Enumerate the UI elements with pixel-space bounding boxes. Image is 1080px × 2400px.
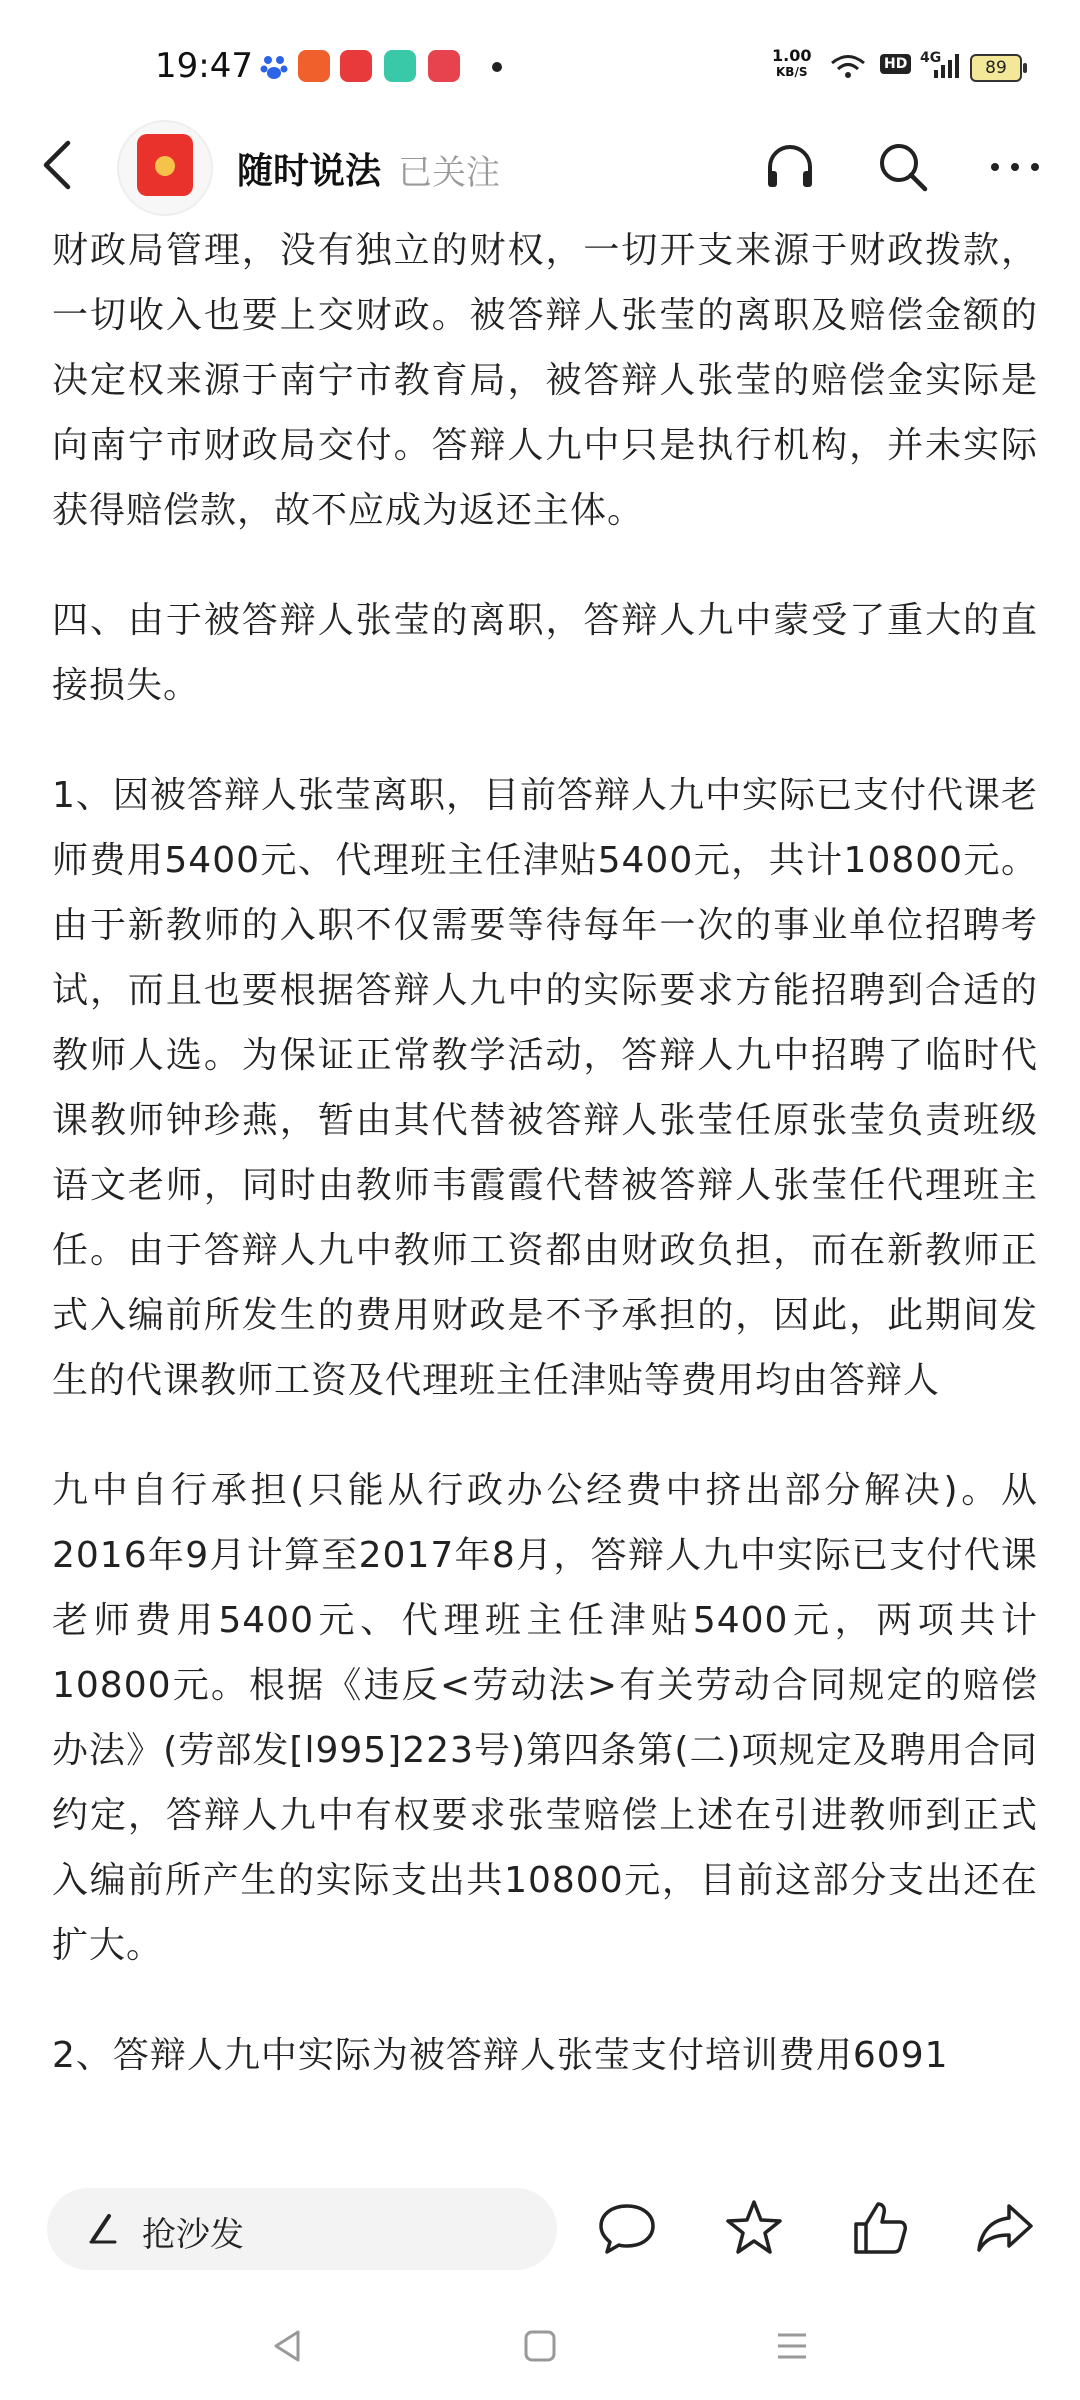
article-paragraph: 九中自行承担(只能从行政办公经费中挤出部分解决)。从2016年9月计算至2017年8月，答辩人九中实际已支付代课老师费用5400元、代理班主任津贴5400元，两项共计10800元。根据《违反<劳动法>有关劳动合同规定的赔偿办法》(劳部发[l995]223号)第四条第(二)项规定及聘用合同约定，答辩人九中有权要求张莹赔偿上述在引进教师到正式入编前所产生的实际支出共10800元，目前这部分支出还在扩大。 xyxy=(52,1470,1038,1966)
nav-back-icon[interactable] xyxy=(268,2326,308,2366)
app-red-icon xyxy=(428,50,460,82)
article-body xyxy=(52,218,1038,2133)
network-speed xyxy=(772,48,811,80)
wifi-icon xyxy=(830,54,866,80)
headphones-icon[interactable] xyxy=(760,137,820,197)
status-time: 19:47 xyxy=(155,46,253,86)
back-arrow-icon[interactable] xyxy=(30,135,90,195)
like-icon[interactable] xyxy=(848,2196,912,2260)
more-notifications-dot xyxy=(492,62,502,72)
article-header xyxy=(0,115,1080,225)
red-envelope-icon xyxy=(137,134,193,196)
search-icon[interactable] xyxy=(873,137,933,197)
article-paragraph: 2、答辩人九中实际为被答辩人张莹支付培训费用6091 xyxy=(52,2035,949,2076)
more-options-icon[interactable] xyxy=(985,137,1045,197)
nav-menu-icon[interactable] xyxy=(772,2326,812,2366)
speed-value: 1.00 xyxy=(772,46,812,65)
comment-input[interactable] xyxy=(47,2188,557,2270)
share-icon[interactable] xyxy=(973,2196,1037,2260)
status-bar xyxy=(0,0,1080,130)
follow-status[interactable]: 已关注 xyxy=(398,153,500,193)
app-orange-icon xyxy=(298,50,330,82)
baidu-icon xyxy=(258,50,290,82)
article-paragraph: 财政局管理，没有独立的财权，一切开支来源于财政拨款，一切收入也要上交财政。被答辩人张莹的离职及赔偿金额的决定权来源于南宁市教育局，被答辩人张莹的赔偿金实际是向南宁市财政局交付。答辩人九中只是执行机构，并未实际获得赔偿款，故不应成为返还主体。 xyxy=(52,230,1038,531)
network-type: 4G xyxy=(920,50,942,66)
app-green-icon xyxy=(384,50,416,82)
bottom-action-bar xyxy=(0,2170,1080,2290)
star-icon[interactable] xyxy=(722,2196,786,2260)
battery-indicator: 89 xyxy=(970,54,1022,82)
pen-icon xyxy=(85,2210,121,2246)
article-paragraph: 四、由于被答辩人张莹的离职，答辩人九中蒙受了重大的直接损失。 xyxy=(52,600,1038,706)
toutiao-icon xyxy=(340,50,372,82)
comment-icon[interactable] xyxy=(595,2196,659,2260)
nav-home-icon[interactable] xyxy=(520,2326,560,2366)
speed-unit: KB/S xyxy=(776,65,808,79)
account-avatar[interactable] xyxy=(117,120,213,216)
account-name[interactable]: 随时说法 xyxy=(237,151,382,192)
signal-icon xyxy=(932,52,962,80)
hd-badge: HD xyxy=(880,54,911,74)
system-navigation-bar xyxy=(0,2300,1080,2400)
comment-placeholder: 抢沙发 xyxy=(142,2215,244,2255)
article-paragraph: 1、因被答辩人张莹离职，目前答辩人九中实际已支付代课老师费用5400元、代理班主任津贴5400元，共计10800元。由于新教师的入职不仅需要等待每年一次的事业单位招聘考试，而且也要根据答辩人九中的实际要求方能招聘到合适的教师人选。为保证正常教学活动，答辩人九中招聘了临时代课教师钟珍燕，暂由其代替被答辩人张莹任原张莹负责班级语文老师，同时由教师韦霞霞代替被答辩人张莹任代理班主任。由于答辩人九中教师工资都由财政负担，而在新教师正式入编前所发生的费用财政是不予承担的，因此，此期间发生的代课教师工资及代理班主任津贴等费用均由答辩人 xyxy=(52,775,1038,1401)
